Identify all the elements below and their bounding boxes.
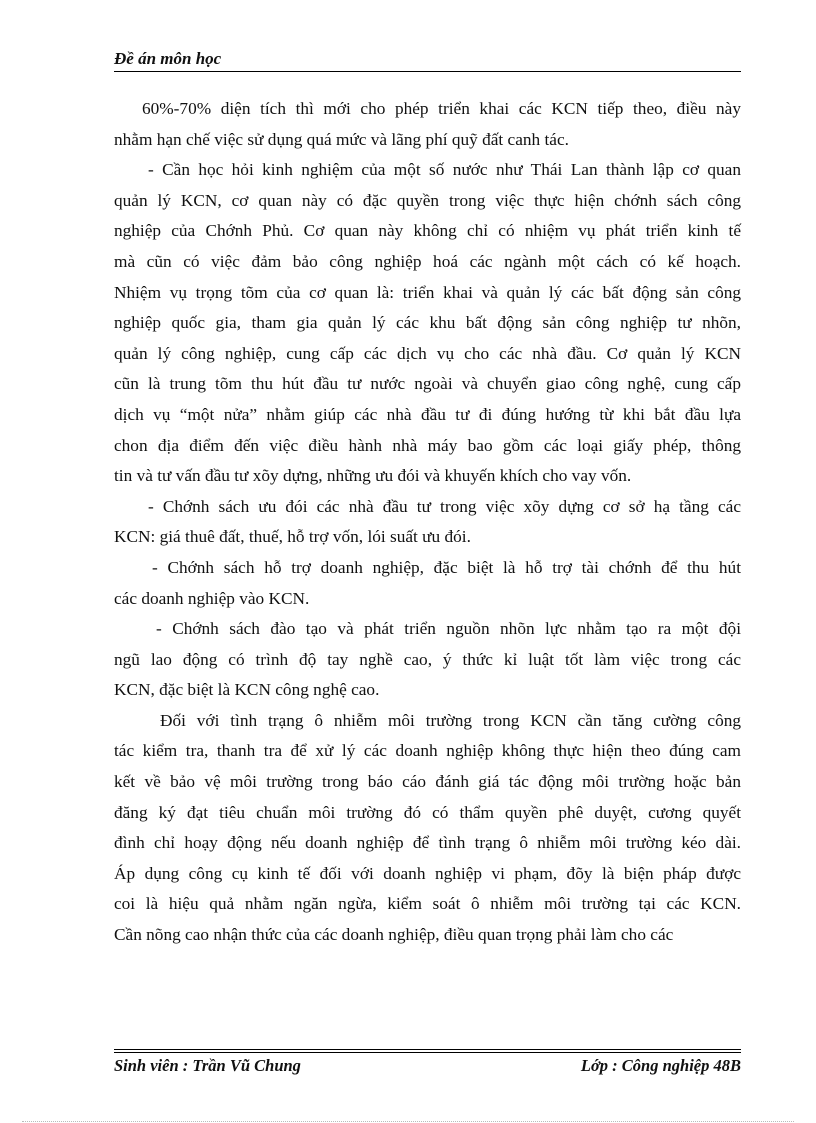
text-line: Nhiệm vụ trọng tõm của cơ quan là: triển khai và quản lý các bất động sản công: [114, 282, 741, 302]
text-line: dịch vụ “một nửa” nhằm giúp các nhà đầu tư đi đúng hướng từ khi bắt đầu lựa: [114, 404, 741, 424]
paragraph: [114, 706, 741, 951]
text-line: đình chỉ hoạy động nếu doanh nghiệp để tình trạng ô nhiễm môi trường kéo dài.: [114, 833, 741, 853]
text-line: quản lý KCN, cơ quan này có đặc quyền trong việc thực hiện chớnh sách công: [114, 190, 741, 210]
footer-rule-top: [114, 1049, 741, 1050]
text-line: coi là hiệu quả nhằm ngăn ngừa, kiểm soát ô nhiễm môi trường tại các KCN.: [114, 894, 741, 914]
header-rule: [114, 71, 741, 72]
paragraph: [114, 155, 741, 492]
footer-student: Sinh viên : Trần Vũ Chung: [114, 1056, 301, 1075]
text-line: nghiệp của Chớnh Phủ. Cơ quan này không chỉ có nhiệm vụ phát triển kinh tế: [114, 221, 741, 241]
text-line: quản lý công nghiệp, cung cấp các dịch vụ cho các nhà đầu. Cơ quản lý KCN: [114, 343, 741, 363]
text-line: mà cũn có việc đảm bảo công nghiệp hoá các ngành một cách có kế hoạch.: [114, 251, 741, 271]
page-header: [114, 48, 741, 70]
text-line: - Chớnh sách hỗ trợ doanh nghiệp, đặc biệt là hỗ trợ tài chớnh để thu hút: [152, 557, 741, 577]
text-line: tin và tư vấn đầu tư xõy dựng, những ưu đói và khuyến khích cho vay vốn.: [114, 466, 632, 486]
page-footer: [114, 1054, 741, 1078]
text-line: Cần nõng cao nhận thức của các doanh nghiệp, điều quan trọng phải làm cho các: [114, 925, 674, 945]
text-line: nhằm hạn chế việc sử dụng quá mức và lãng phí quỹ đất canh tác.: [114, 129, 569, 149]
header-title: Đề án môn học: [114, 49, 222, 68]
text-line: các doanh nghiệp vào KCN.: [114, 588, 310, 608]
page-edge: [22, 1121, 794, 1122]
paragraph: [114, 492, 741, 553]
text-line: KCN, đặc biệt là KCN công nghệ cao.: [114, 680, 380, 700]
paragraph: [114, 553, 741, 614]
text-line: tác kiểm tra, thanh tra để xử lý các doanh nghiệp không thực hiện theo đúng cam: [114, 741, 741, 761]
text-line: 60%-70% diện tích thì mới cho phép triển khai các KCN tiếp theo, điều này: [142, 99, 741, 118]
text-line: - Cần học hỏi kinh nghiệm của một số nước như Thái Lan thành lập cơ quan: [148, 160, 741, 180]
text-line: nghiệp quốc gia, tham gia quản lý các khu bất động sản công nghiệp tư nhõn,: [114, 313, 741, 333]
text-line: chon địa điểm đến việc điều hành nhà máy bao gồm các loại giấy phép, thông: [114, 435, 741, 455]
footer-class: Lớp : Công nghiệp 48B: [580, 1056, 741, 1075]
text-line: - Chớnh sách đào tạo và phát triển nguồn nhõn lực nhằm tạo ra một đội: [156, 619, 741, 639]
text-line: - Chớnh sách ưu đói các nhà đầu tư trong việc xõy dựng cơ sở hạ tầng các: [148, 496, 741, 516]
footer-rule-bottom: [114, 1052, 741, 1053]
text-line: Áp dụng công cụ kinh tế đối với doanh nghiệp vi phạm, đõy là biện pháp được: [114, 863, 741, 883]
text-line: cũn là trung tõm thu hút đầu tư nước ngoài và chuyển giao công nghệ, cung cấp: [114, 374, 741, 394]
paragraph: [114, 614, 741, 706]
text-line: Đối với tình trạng ô nhiễm môi trường trong KCN cần tăng cường công: [160, 710, 741, 730]
document-body: [114, 94, 741, 951]
text-line: KCN: giá thuê đất, thuế, hỗ trợ vốn, lói suất ưu đói.: [114, 527, 471, 547]
text-line: ngũ lao động có trình độ tay nghề cao, ý thức kỉ luật tốt làm việc trong các: [114, 649, 741, 669]
paragraph: [114, 94, 741, 155]
text-line: kết về bảo vệ môi trường trong báo cáo đánh giá tác động môi trường hoặc bản: [114, 772, 741, 792]
text-line: đăng ký đạt tiêu chuẩn môi trường đó có thẩm quyền phê duyệt, cương quyết: [114, 802, 741, 822]
